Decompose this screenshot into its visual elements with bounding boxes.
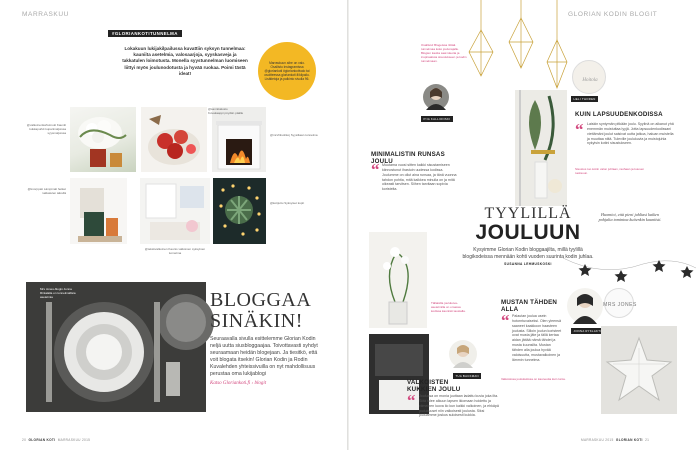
caption-4: @knorppati Lämpimät hetket takkatulen äärellä [27,187,66,195]
title-lapsuudenkodissa: KUIN LAPSUUDENKODISSA [575,111,663,118]
title-valkoisten: VALKOISTEN KUKKIEN JOULU [407,379,461,393]
name-piia: PIIA KALLIONSKI [421,116,453,122]
photo-fireplace [212,107,266,172]
sinakin-title-1: BLOGGAA [210,289,312,311]
photo-pomegranates [141,107,207,172]
body-mustan: Palautan joulua usein hotorntuvaiseksi. Olen yleensä saaneet kaakkoon haasteen joulusta. Silloin joulun koristeet ovat musta jäte ja tällä kertaa aidan jättää nämä tähdet ja musta kuunsilta. Mustan tähden alla joulua hyvää valoisuutta, mustavalkoinen ja lämmin tunnelma. [512,314,562,362]
quote-mark-2: “ [575,120,584,139]
title-minimalistin: MINIMALISTIN RUNSAS JOULU [371,151,445,165]
photo-cups [70,178,127,244]
avatar-jonna [567,288,603,324]
caption-1: @valkoinenkahvimuki Kauniit kukkapurkit kuparimaljoissa syysmaljoissa [26,123,66,135]
right-footer-issue: MARRASKUU 2015 [581,438,614,442]
left-page [0,0,347,450]
caption-5: @kotijuttu Syksyiset kupit [270,201,305,205]
avatar-heli [572,60,606,94]
avatar-mrs-jones-logo [603,288,637,318]
sinakin-link[interactable]: Katso Gloriankoti.fi › blogit [210,381,267,387]
side-caption-2: Tällaisilla joulukuva-asetelmilla on omassa kodissa kauniisti taustalla. [431,301,466,313]
left-page-header: MARRASKUU [22,11,69,18]
right-page-number: 21 [645,438,650,442]
body-minimalistin: Muutama vuosi sitten kaikki sisustamiseen kiinnostunut ihastuin uudessa kodissa. Joulumme on ollut aina runsaa, ja tänä vuonna tahdon pohtia, mitä kaikkea minulla on ja mitä oikeasti tarvitsen. Siihen tarvitaan sopivia koristeita. [382,163,457,192]
intro-text: Lokakuun lukijakilpailussa kuvattiin syksyn tunnelmaa: kauniita asetelmia, valosaarjoja, syyskasveja ja takkatulen loimotusta. Monella syystunnelman luomiseen liittyi myös joulunodotusta ja hyvää ruokaa. Poimi tästä ideat! [122,46,248,76]
sinakin-body: Seuraavalla sivulla esittelemme Glorian Kodin neljä uutta siusbloggaajaa. Toivottavasti syhdyt seuraamaan heidän blogejaan. Ja tiesitkö, että voit blogata itsekin! Glorian Kodin ja Rodin Kuvalehden yhteissivuilla on nyt mahdollisuus perustaa oma lukijablogi [210,336,318,378]
side-caption-1: Sisustus tuo kotiin valon juhlaan, rauhaan ja kuusen tuoksuun. [575,167,645,175]
photo-lights [213,178,266,244]
jouluun-title: JOULUUN [475,221,581,244]
name-tua: TUA BACKMAN [453,373,481,379]
side-caption-3: Valkoisissa joulukukissa on kauneutta kuin lunta. [501,377,566,381]
hand-note: Huomioi, että pieni juhliasi kaiken pohjalta tomintoa kuitenkin kauniisti. [598,212,662,223]
right-footer-brand: GLORIAN KOTI [615,438,643,442]
name-jonna: JONNA RYKLAKTI [571,328,604,334]
avatar-piia [423,84,449,110]
quote-mark-1: “ [371,160,380,179]
photo-flowers [70,107,136,172]
quote-mark-4: “ [407,391,416,410]
top-note: Osallistu! Blogeissa riittää tunnelmaa koko joulunajalle. Blogien kautta saat ideoita ja inspiraatiota sisustukseen ja kodin tunnelmaan. [421,43,467,63]
sinakin-block [210,290,322,386]
tyylilla-title: TYYLILLÄ [484,205,572,222]
right-page-header: GLORIAN KODIN BLOGIT [568,11,658,18]
left-footer-issue: MARRASKUU 2015 [57,438,91,442]
hashtag-bar: #GLORIANKOTITUNNELMA [108,30,182,37]
quote-mark-3: “ [501,311,510,330]
photo-hallway [515,90,567,206]
right-footer [581,438,649,442]
photo-white-flowers [369,232,427,328]
sinakin-title-2: SINÄKIN! [210,310,303,332]
left-page-number: 20 [22,438,27,442]
name-heli: HELI THOREN [571,96,598,102]
avatar-tua [449,340,477,368]
feature-byline: SUSANNA LEHMUSKOSKI [504,262,552,266]
title-mustan: MUSTAN TÄHDEN ALLA [501,299,558,313]
feature-lead: Kysyimme Glorian Kodin bloggaajilta, millä tyylillä blogikodeissa mennään kohti vuoden suurinta kodin juhlaa. [462,247,594,260]
side-note: Mrs Jones-blogin Jonna Rintalalla on tunnelmallisia asetelmia [40,287,76,299]
body-valkoisten: Joulussa on monia juuttaan ladattu kuvia joka ilta. Siitä tulee alkuun lapsen ikiomaan hoidettu ja viimeinen luova ilo kun kaikki valkoinen, ja ehkäpä joulukuuset niin valkoisesti joulusta. Siksi jouluamme joskus suloisesti kukkia. [419,394,499,418]
right-page [349,0,696,450]
caption-6: @tekstivalkoinen Kaunis valkoinen syksyinen tunnelma [144,247,206,255]
contest-circle-text: Marraskuun aihe on valo. Osallistu Instagramissa @gloriankoti #gloriankotivalo tai osoitteessa gloriankoti.fi/kilpailu. Lisätietoja ja palkinto sivulla 96. [264,60,310,82]
body-lapsuudenkodissa: Laiskin syntymän pitkään joulu. Syylinä on aikanut yhä enemmän muistuttaa lyyjä. Jotta lapsuudenkodissani viettämäni joulut saisivat uutta jatkoa, haluan muistella ja muuttaa niitä. Tuleville joulukuvia ja muistojuhla nykyisin kotini sisustukseen. [587,122,674,146]
photo-star [601,326,677,414]
left-footer [22,438,90,442]
left-footer-brand: GLORIAN KOTI [28,438,56,442]
photo-white-interior [140,178,210,244]
contest-circle [258,42,316,100]
svg-text:MRS JONES: MRS JONES [603,302,637,308]
photo-tablesetting [26,282,206,412]
caption-2: @sannikalusto Kuvakaappi pöydän päälle [208,107,244,115]
caption-3: @mrsfriisohkoj Syysiltaan tunnelma [270,133,318,137]
svg-text:Hoitola: Hoitola [582,78,598,83]
